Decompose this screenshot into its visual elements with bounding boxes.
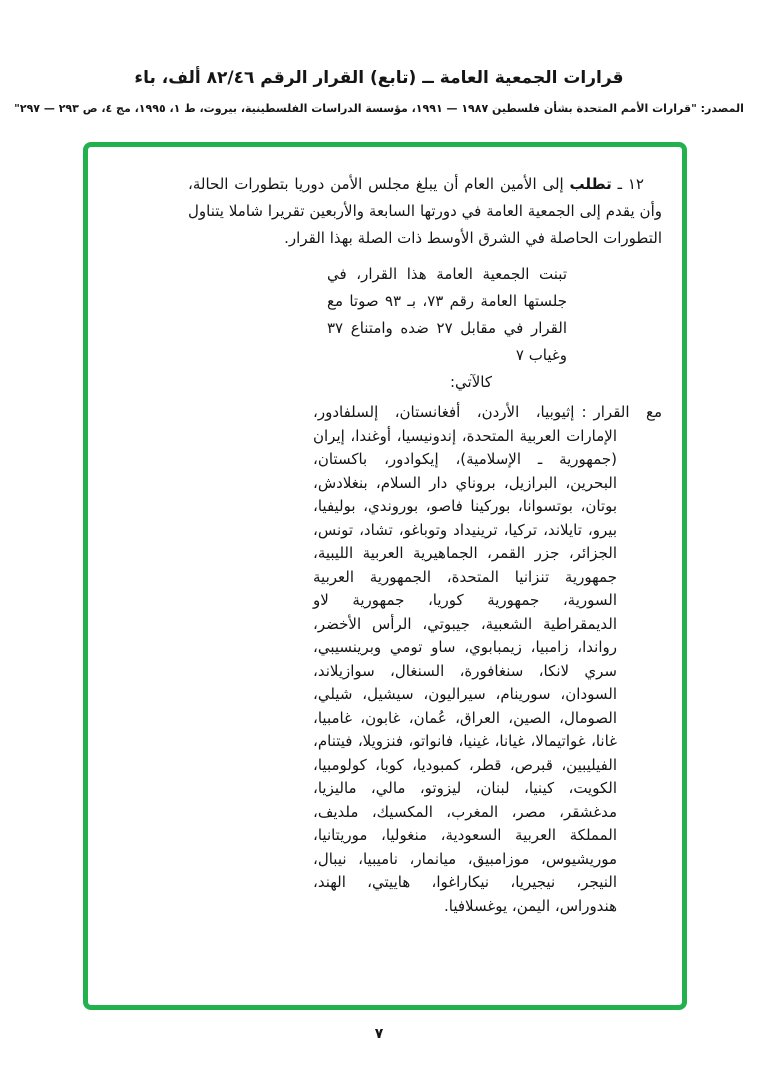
page-number: ٧ [374,1026,384,1042]
source-citation: المصدر: "قرارات الأمم المتحدة بشأن فلسطين ١٩٨٧ — ١٩٩١، مؤسسة الدراسات الفلسطينية، بيروت، ط ١، ١٩٩٥، مج ٤، ص ٢٩٣ — ٢٩٧" [14,102,744,115]
in-favor-list [313,401,662,918]
adoption-closing-word: كالآتي: [450,373,492,391]
operative-verb: تطلب [569,175,612,193]
in-favor-countries: إثيوبيا، الأردن، أفغانستان، إلسلفادور، الإمارات العربية المتحدة، إندونيسيا، أوغندا، إيران (جمهورية ـ الإسلامية)، إيكوادور، باكستان، البحرين، البرازيل، بروناي دار السلام، بنغلادش، بوتان، بوتسوانا، بوركينا فاصو، بوروندي، بوليفيا، بيرو، تايلاند، تركيا، ترينيداد وتوباغو، تشاد، تونس، الجزائر، جزر القمر، الجماهيرية العربية الليبية، جمهورية تنزانيا المتحدة، الجمهورية العربية السورية، جمهورية كوريا، جمهورية لاو الديمقراطية الشعبية، جيبوتي، الرأس الأخضر، رواندا، زامبيا، زيمبابوي، ساو تومي وبرينسيبي، سري لانكا، سنغافورة، السنغال، سوازيلاند، السودان، سورينام، سيراليون، سيشيل، شيلي، الصومال، الصين، العراق، عُمان، غابون، غامبيا، غانا، غواتيمالا، غيانا، غينيا، فانواتو، فنزويلا، فيتنام، الفيليبين، قبرص، قطر، كمبوديا، كوبا، كولومبيا، الكويت، كينيا، لبنان، ليزوتو، مالي، ماليزيا، مدغشقر، مصر، المغرب، المكسيك، ملديف، المملكة العربية السعودية، منغوليا، موريتانيا، موريشيوس، موزامبيق، ميانمار، ناميبيا، نيبال، النيجر، نيجيريا، نيكاراغوا، هاييتي، الهند، هندوراس، اليمن، يوغسلافيا [313,403,617,915]
adoption-vote-summary: تبنت الجمعية العامة هذا القرار، في جلستها العامة رقم ٧٣، بـ ٩٣ صوتا مع القرار في مقابل ٢٧ ضده وامتناع ٣٧ وغياب ٧ [327,265,568,364]
in-favor-label: مع القرار [593,403,662,421]
operative-paragraph-12 [188,171,662,252]
page-footer [0,1026,758,1042]
green-border-frame [83,142,687,1010]
in-favor-colon: : [581,403,587,421]
paragraph-dash: ـ [617,175,622,193]
paragraph-body-text: إلى الأمين العام أن يبلغ مجلس الأمن دوريا بتطورات الحالة، وأن يقدم إلى الجمعية العامة في دورتها السابعة والأربعين تقريرا شاملا يتناول التطورات الحاصلة في الشرق الأوسط ذات الصلة بهذا القرار. [188,175,662,247]
list-terminator: . [444,896,449,915]
adoption-note [327,261,567,396]
page-title: قرارات الجمعية العامة ــ (تابع) القرار الرقم ٨٢/٤٦ ألف، باء [134,68,624,88]
resolution-text-block [88,147,682,1005]
paragraph-number: ١٢ [627,175,644,193]
